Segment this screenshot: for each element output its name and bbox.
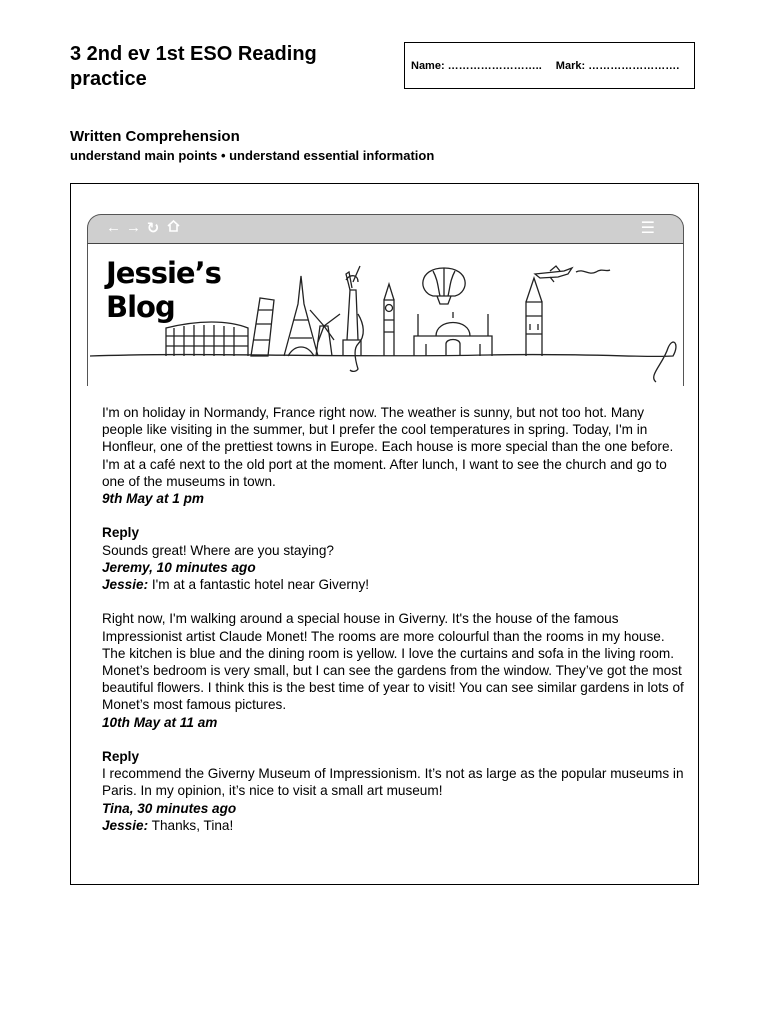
author-response <box>102 817 687 834</box>
menu-icon: ☰ <box>640 220 655 237</box>
blog-title-line2: Blog <box>106 290 175 324</box>
response-author: Jessie: <box>102 817 149 833</box>
blog-title <box>106 256 226 324</box>
browser-toolbar <box>87 214 684 244</box>
post-text: Right now, I'm walking around a special house in Giverny. It's the house of the famous Impressionist artist Claude Monet! The rooms are more colourful than the rooms in my house. The kitchen is blue and the dining room is yellow. I love the curtains and sofa in the living room. Monet’s bedroom is very small, but I can see the gardens from the window. They’ve got the most beautiful flowers. I think this is the best time of year to visit! You can see similar gardens in lots of Monet’s most famous pictures. <box>102 611 684 713</box>
response-text: I'm at a fantastic hotel near Giverny! <box>148 577 370 593</box>
blog-title-line1: Jessie’s <box>106 256 221 290</box>
name-mark-box <box>404 42 695 89</box>
post-date: 9th May at 1 pm <box>102 491 204 507</box>
browser-mockup <box>87 214 684 386</box>
reply-author: Jeremy, 10 minutes ago <box>102 559 256 575</box>
blog-content <box>102 404 687 834</box>
reply-text: I recommend the Giverny Museum of Impressionism. It’s not as large as the popular museums in Paris. In my opinion, it’s nice to visit a small art museum! <box>102 766 684 799</box>
blog-banner <box>87 244 684 386</box>
response-author: Jessie: <box>102 577 149 593</box>
post-text: I'm on holiday in Normandy, France right now. The weather is sunny, but not too hot. Many people like visiting in the summer, but I prefer the cool temperatures in spring. Today, I'm in Honfleur, one of the prettiest towns in Europe. Each house is more special than the one before. I'm at a café next to the old port at the moment. After lunch, I want to see the church and go to one of the museums in town. <box>102 405 674 489</box>
reply-label: Reply <box>102 525 140 541</box>
section-heading: Written Comprehension <box>70 128 240 145</box>
section-subheading: understand main points • understand essential information <box>70 148 435 163</box>
reply-text: Sounds great! Where are you staying? <box>102 542 334 558</box>
worksheet-title: 3 2nd ev 1st ESO Reading practice <box>70 43 317 90</box>
response-text: Thanks, Tina! <box>148 817 234 833</box>
back-arrow-icon: ← <box>106 219 121 236</box>
post-date: 10th May at 11 am <box>102 714 218 730</box>
reload-icon: ↻ <box>146 220 160 237</box>
reading-frame <box>70 183 699 885</box>
forward-arrow-icon: → <box>126 219 141 236</box>
reply-label: Reply <box>102 749 140 765</box>
author-response <box>102 576 687 593</box>
name-field-label: Name: …………………….. <box>411 59 542 72</box>
mark-field-label: Mark: ……………………. <box>555 59 680 72</box>
home-icon <box>166 219 180 237</box>
reply-author: Tina, 30 minutes ago <box>102 800 237 816</box>
